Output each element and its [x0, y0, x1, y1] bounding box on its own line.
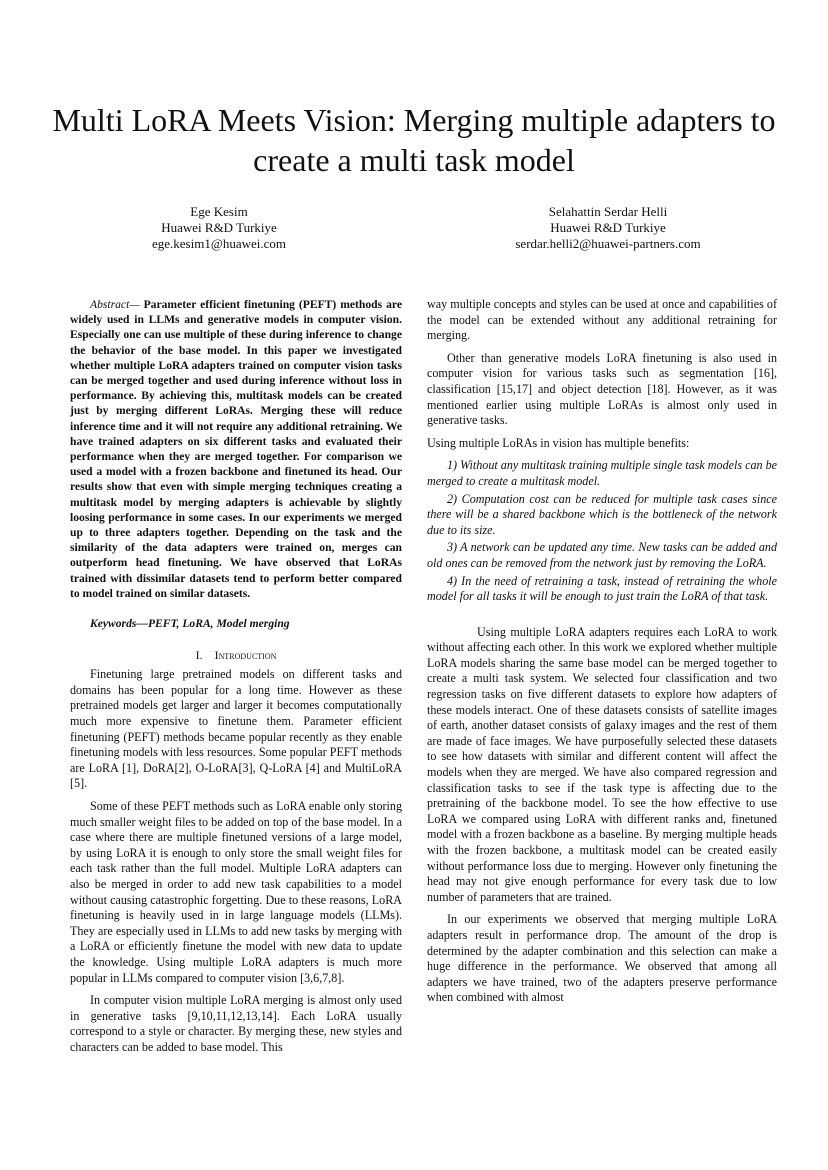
section-title: Introduction [214, 647, 277, 662]
author-block-1 [69, 204, 369, 252]
benefit-item: 3) A network can be updated any time. New tasks can be added and old ones can be removed from the network just by removing the LoRA. [427, 540, 777, 570]
author-email: ege.kesim1@huawei.com [152, 236, 286, 251]
intro-paragraph-4: Other than generative models LoRA finetuning is also used in computer vision for various tasks such as segmentation [16], classification [15,17] and object detection [18]. However, as it was mentioned earlier using multiple LoRAs is almost only used in generative tasks. [427, 350, 777, 428]
author-affiliation: Huawei R&D Turkiye [550, 220, 666, 235]
author-email: serdar.helli2@huawei-partners.com [515, 236, 701, 251]
right-column [427, 297, 777, 1006]
author-affiliation: Huawei R&D Turkiye [161, 220, 277, 235]
section-heading [70, 648, 402, 664]
paper-title: Multi LoRA Meets Vision: Merging multiple adapters to create a multi task model [52, 102, 776, 178]
intro-paragraph-1: Finetuning large pretrained models on different tasks and domains has been popular for a long time. However as these pretrained models get larger and larger it becomes computationally much more expensive to finetune them. Parameter efficient finetuning (PEFT) methods became popular recently as they enable finetuning models with less resources. Some popular PEFT methods are LoRA [1], DoRA[2], O-LoRA[3], Q-LoRA [4] and MultiLoRA [5]. [70, 667, 402, 791]
intro-continuation: way multiple concepts and styles can be used at once and capabilities of the model can be extended without any additional retraining for merging. [427, 297, 777, 343]
benefit-item: 1) Without any multitask training multiple single task models can be merged to create a multitask model. [427, 458, 777, 488]
abstract-lead: Abstract— [90, 298, 140, 311]
keywords: Keywords—PEFT, LoRA, Model merging [90, 617, 290, 631]
intro-paragraph-2: Some of these PEFT methods such as LoRA enable only storing much smaller weight files to be added on top of the base model. In a case where there are multiple finetuned versions of a large model, by using LoRA it is enough to only store the small weight files for each task rather than the full model. Multiple LoRA adapters can also be merged in order to add new task capabilities to a model without causing catastrophic forgetting. Due to these reasons, LoRA finetuning is heavily used in in large language models (LLMs). They are especially used in LLMs to add new tasks by merging with a LoRA or efficiently finetune the model with new data to update the knowledge. Using multiple LoRA adapters is much more popular in LLMs compared to computer vision [3,6,7,8]. [70, 799, 402, 985]
author-block-2 [458, 204, 758, 252]
benefit-item: 2) Computation cost can be reduced for multiple task cases since there will be a shared backbone which is the bottleneck of the network due to its size. [427, 491, 777, 537]
abstract [70, 297, 402, 601]
left-column [70, 297, 402, 1056]
intro-paragraph-6: Using multiple LoRA adapters requires each LoRA to work without affecting each other. In this work we explored whether multiple LoRA models sharing the same base model can be merged together to create a multi task system. We selected four classification and two regression tasks on five different datasets to explore how adapters of these models interact. One of these datasets consists of satellite images of earth, another dataset consists of galaxy images and the rest of them are made of face images. We have purposefully selected these datasets to see how datasets with similar and different content will affect the models when they are merged. We have also compared regression and classification tasks to see if the task type is affecting due to the pretraining of the backbone model. To see the how effective to use LoRA we compared using LoRA with different ranks and, finetuned model with a frozen backbone as a baseline. By merging multiple heads with the frozen backbone, a multitask model can be created easily without performance loss due to merging. However only finetuning the head may not give enough performance for every task due to low number of parameters that are trained. [427, 624, 777, 904]
benefit-item: 4) In the need of retraining a task, instead of retraining the whole model for all tasks it will be enough to just train the LoRA of that task. [427, 573, 777, 604]
author-name: Selahattin Serdar Helli [548, 204, 668, 219]
section-number: I. [195, 647, 203, 662]
author-name: Ege Kesim [190, 204, 248, 219]
abstract-body: Parameter efficient finetuning (PEFT) methods are widely used in LLMs and generative models in computer vision. Especially one can use multiple of these during inference to change the behavior of the base model. In this paper we investigated whether multiple LoRA adapters trained on computer vision tasks can be merged together and used during inference without loss in performance. By achieving this, multitask models can be created just by merging different LoRAs. Merging these will reduce inference time and it will not require any additional retraining. We have trained adapters on six different tasks and evaluated their performance when they are merged together. For comparison we used a model with a frozen backbone and finetuned its head. Our results show that even with simple merging techniques creating a multitask model by merging adapters is achievable by slightly loosing performance in some cases. In our experiments we merged up to three adapters together. Depending on the task and the similarity of the data adapters were trained on, merges can outperform head finetuning. We have observed that LoRAs trained with dissimilar datasets tend to perform better compared to model trained on similar datasets. [70, 298, 402, 600]
intro-paragraph-3: In computer vision multiple LoRA merging is almost only used in generative tasks [9,10,11,12,13,14]. Each LoRA usually correspond to a style or character. By merging these, new styles and characters can be added to base model. This [70, 993, 402, 1054]
intro-paragraph-5: Using multiple LoRAs in vision has multiple benefits: [427, 435, 690, 450]
intro-paragraph-7: In our experiments we observed that merging multiple LoRA adapters result in performance drop. The amount of the drop is determined by the adapter combination and this selection can make a huge difference in the performance. We observed that among all adapters we have trained, two of the adapters preserve performance when combined with almost [427, 912, 777, 1005]
